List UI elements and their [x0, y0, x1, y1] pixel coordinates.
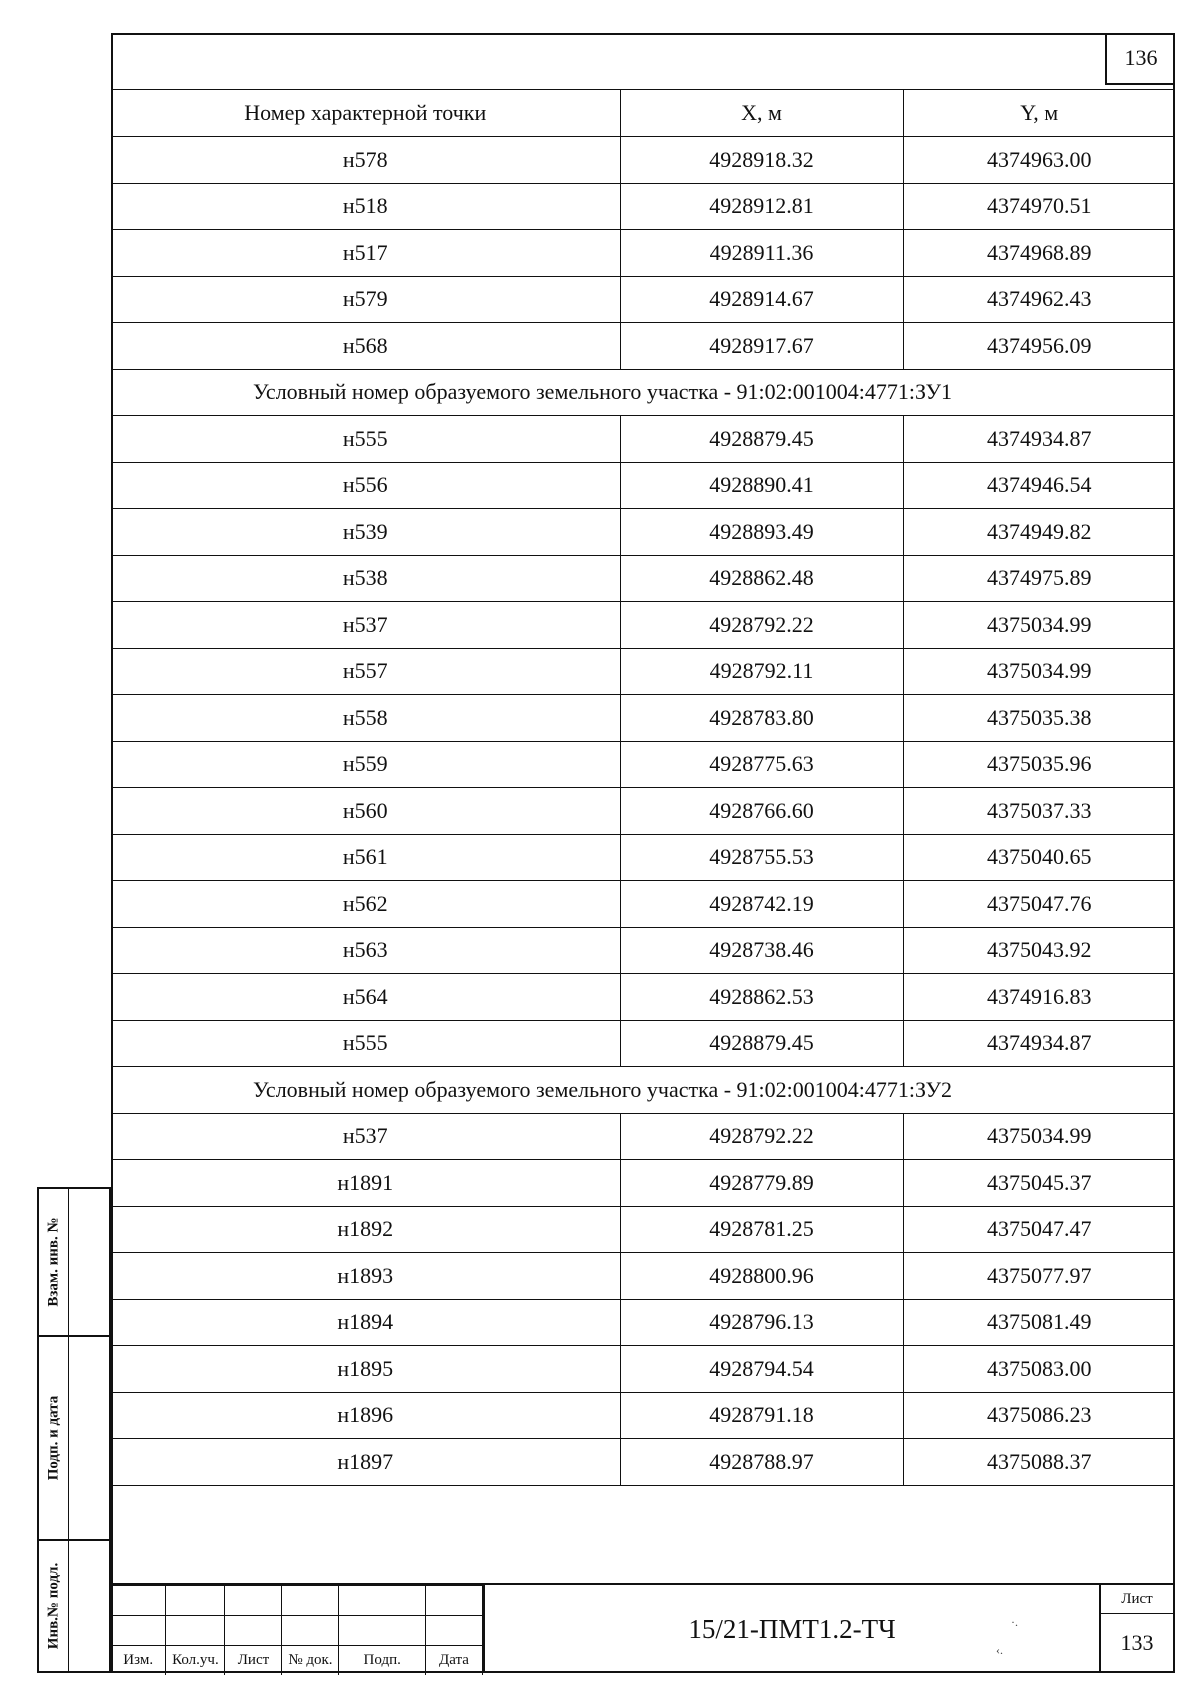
y-coordinate: 4375034.99 [903, 1113, 1175, 1160]
y-coordinate: 4375077.97 [903, 1253, 1175, 1300]
col-signature: Подп. [339, 1646, 426, 1676]
point-id: н517 [111, 230, 620, 277]
section-row [111, 369, 1175, 416]
y-coordinate: 4375034.99 [903, 602, 1175, 649]
y-coordinate: 4375034.99 [903, 648, 1175, 695]
table-row [111, 462, 1175, 509]
revision-header-row [111, 1646, 483, 1676]
table-row [111, 1392, 1175, 1439]
section-row [111, 1067, 1175, 1114]
y-coordinate: 4374934.87 [903, 1020, 1175, 1067]
y-coordinate: 4375035.38 [903, 695, 1175, 742]
table-row [111, 416, 1175, 463]
x-coordinate: 4928791.18 [620, 1392, 903, 1439]
point-id: н1897 [111, 1439, 620, 1486]
stamp-label: Подп. и дата [45, 1395, 61, 1481]
col-change: Изм. [111, 1646, 166, 1676]
y-coordinate: 4375037.33 [903, 788, 1175, 835]
stamp-signature-date [37, 1335, 111, 1541]
section-title: Условный номер образуемого земельного участка - 91:02:001004:4771:ЗУ2 [111, 1067, 1175, 1114]
y-coordinate: 4374949.82 [903, 509, 1175, 556]
x-coordinate: 4928796.13 [620, 1299, 903, 1346]
document-code: 15/21-ПМТ1.2-ТЧ [483, 1585, 1099, 1673]
col-doc-no: № док. [282, 1646, 339, 1676]
table-header-row [111, 90, 1175, 137]
point-id: н559 [111, 741, 620, 788]
x-coordinate: 4928914.67 [620, 276, 903, 323]
section-title: Условный номер образуемого земельного участка - 91:02:001004:4771:ЗУ1 [111, 369, 1175, 416]
point-id: н537 [111, 1113, 620, 1160]
point-id: н1892 [111, 1206, 620, 1253]
x-coordinate: 4928890.41 [620, 462, 903, 509]
y-coordinate: 4374970.51 [903, 183, 1175, 230]
y-coordinate: 4374916.83 [903, 974, 1175, 1021]
point-id: н562 [111, 881, 620, 928]
point-id: н555 [111, 1020, 620, 1067]
table-row [111, 323, 1175, 370]
x-coordinate: 4928781.25 [620, 1206, 903, 1253]
x-coordinate: 4928917.67 [620, 323, 903, 370]
table-row [111, 602, 1175, 649]
stamp-label: Взам. инв. № [45, 1217, 61, 1307]
point-id: н1891 [111, 1160, 620, 1207]
point-id: н555 [111, 416, 620, 463]
point-id: н556 [111, 462, 620, 509]
x-coordinate: 4928918.32 [620, 137, 903, 184]
top-page-number: 136 [1105, 33, 1175, 85]
table-row [111, 1160, 1175, 1207]
y-coordinate: 4374975.89 [903, 555, 1175, 602]
y-coordinate: 4375047.47 [903, 1206, 1175, 1253]
y-coordinate: 4375035.96 [903, 741, 1175, 788]
x-coordinate: 4928862.53 [620, 974, 903, 1021]
y-coordinate: 4374962.43 [903, 276, 1175, 323]
x-coordinate: 4928794.54 [620, 1346, 903, 1393]
col-date: Дата [425, 1646, 482, 1676]
point-id: н560 [111, 788, 620, 835]
table-row [111, 230, 1175, 277]
point-id: н537 [111, 602, 620, 649]
table-row [111, 555, 1175, 602]
x-coordinate: 4928879.45 [620, 416, 903, 463]
table-row [111, 1346, 1175, 1393]
table-body [111, 137, 1175, 1486]
y-coordinate: 4374963.00 [903, 137, 1175, 184]
x-coordinate: 4928792.22 [620, 1113, 903, 1160]
point-id: н1894 [111, 1299, 620, 1346]
y-coordinate: 4375045.37 [903, 1160, 1175, 1207]
table-row [111, 137, 1175, 184]
table-row [111, 741, 1175, 788]
table-row [111, 927, 1175, 974]
x-coordinate: 4928742.19 [620, 881, 903, 928]
table-row [111, 1206, 1175, 1253]
point-id: н1893 [111, 1253, 620, 1300]
sheet-number: 133 [1120, 1630, 1154, 1655]
col-qty: Кол.уч. [166, 1646, 225, 1676]
scan-speck: ·. [1011, 1615, 1018, 1629]
x-coordinate: 4928912.81 [620, 183, 903, 230]
x-coordinate: 4928775.63 [620, 741, 903, 788]
point-id: н539 [111, 509, 620, 556]
y-coordinate: 4375088.37 [903, 1439, 1175, 1486]
point-id: н563 [111, 927, 620, 974]
x-coordinate: 4928783.80 [620, 695, 903, 742]
header-y: Y, м [903, 90, 1175, 137]
point-id: н558 [111, 695, 620, 742]
stamp-label: Инв.№ подл. [45, 1562, 61, 1650]
revision-grid [111, 1585, 483, 1675]
table-row [111, 1020, 1175, 1067]
sheet-box [1099, 1585, 1173, 1673]
table-row [111, 881, 1175, 928]
x-coordinate: 4928911.36 [620, 230, 903, 277]
y-coordinate: 4375047.76 [903, 881, 1175, 928]
table-row [111, 183, 1175, 230]
table-row [111, 1113, 1175, 1160]
col-sheet: Лист [225, 1646, 282, 1676]
header-x: X, м [620, 90, 903, 137]
point-id: н578 [111, 137, 620, 184]
x-coordinate: 4928738.46 [620, 927, 903, 974]
table-row [111, 1299, 1175, 1346]
table-row [111, 509, 1175, 556]
y-coordinate: 4375040.65 [903, 834, 1175, 881]
x-coordinate: 4928779.89 [620, 1160, 903, 1207]
point-id: н538 [111, 555, 620, 602]
header-point: Номер характерной точки [111, 90, 620, 137]
table-row [111, 1439, 1175, 1486]
table-row [111, 695, 1175, 742]
point-id: н564 [111, 974, 620, 1021]
y-coordinate: 4374968.89 [903, 230, 1175, 277]
x-coordinate: 4928893.49 [620, 509, 903, 556]
table-row [111, 834, 1175, 881]
table-row [111, 788, 1175, 835]
y-coordinate: 4375081.49 [903, 1299, 1175, 1346]
coordinates-table [111, 89, 1175, 1486]
table-row [111, 974, 1175, 1021]
x-coordinate: 4928862.48 [620, 555, 903, 602]
table-row [111, 1253, 1175, 1300]
point-id: н1896 [111, 1392, 620, 1439]
x-coordinate: 4928792.22 [620, 602, 903, 649]
y-coordinate: 4375043.92 [903, 927, 1175, 974]
table-row [111, 276, 1175, 323]
point-id: н579 [111, 276, 620, 323]
y-coordinate: 4375083.00 [903, 1346, 1175, 1393]
stamp-replacement-inv [37, 1187, 111, 1337]
stamp-original-inv [37, 1539, 111, 1673]
x-coordinate: 4928788.97 [620, 1439, 903, 1486]
x-coordinate: 4928755.53 [620, 834, 903, 881]
point-id: н1895 [111, 1346, 620, 1393]
y-coordinate: 4375086.23 [903, 1392, 1175, 1439]
x-coordinate: 4928879.45 [620, 1020, 903, 1067]
y-coordinate: 4374934.87 [903, 416, 1175, 463]
scan-speck: ‹. [996, 1643, 1003, 1657]
sheet-label: Лист [1101, 1585, 1173, 1614]
title-block [111, 1583, 1175, 1673]
point-id: н518 [111, 183, 620, 230]
table-row [111, 648, 1175, 695]
x-coordinate: 4928766.60 [620, 788, 903, 835]
x-coordinate: 4928800.96 [620, 1253, 903, 1300]
point-id: н557 [111, 648, 620, 695]
x-coordinate: 4928792.11 [620, 648, 903, 695]
y-coordinate: 4374946.54 [903, 462, 1175, 509]
y-coordinate: 4374956.09 [903, 323, 1175, 370]
point-id: н568 [111, 323, 620, 370]
point-id: н561 [111, 834, 620, 881]
